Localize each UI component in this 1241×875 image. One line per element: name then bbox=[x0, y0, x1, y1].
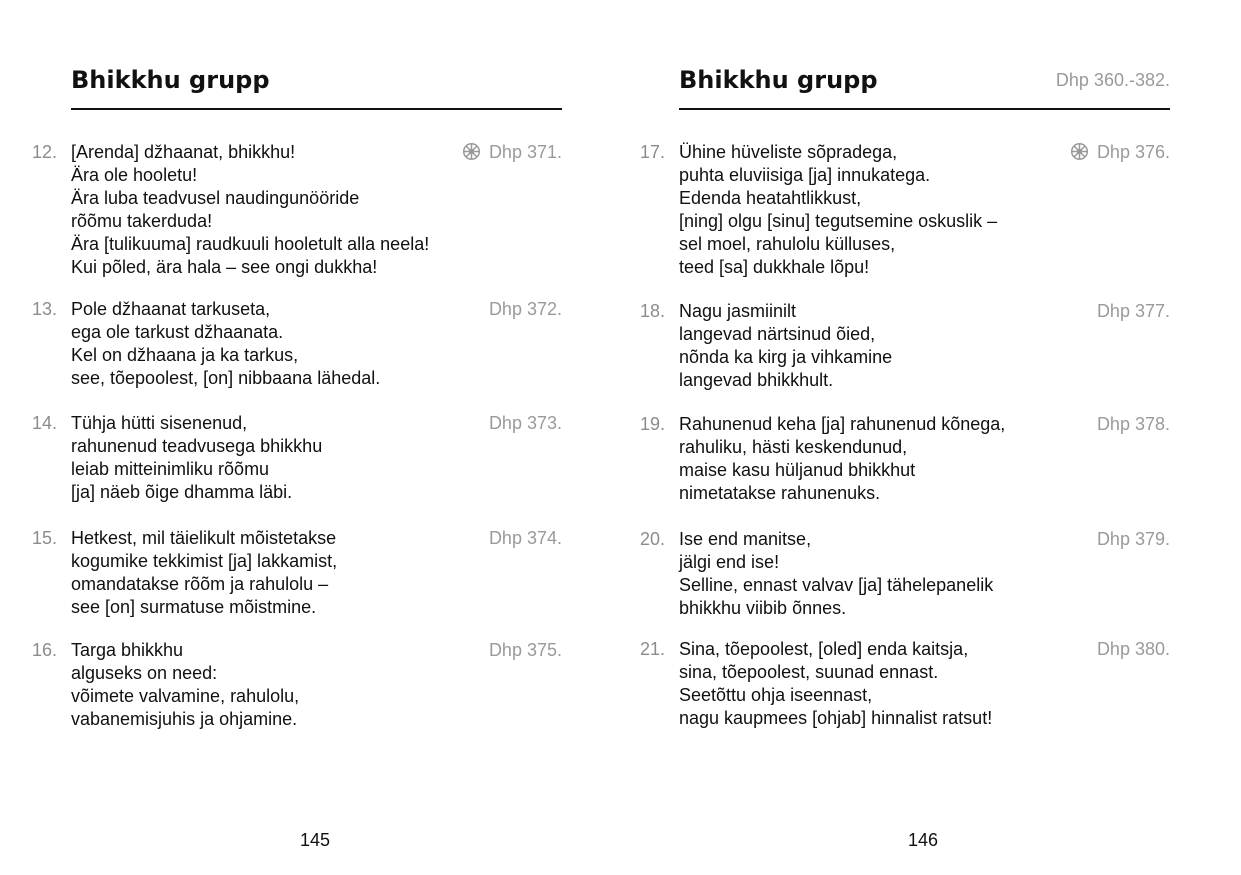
verse-line: nõnda ka kirg ja vihkamine bbox=[679, 347, 893, 367]
chapter-title: Bhikkhu grupp bbox=[679, 66, 878, 94]
verse-15 bbox=[32, 527, 562, 647]
verse-reference: Dhp 379. bbox=[1096, 529, 1170, 549]
verse-line: alguseks on need: bbox=[71, 663, 218, 683]
verse-text bbox=[679, 528, 1079, 620]
verse-text bbox=[71, 639, 471, 731]
verse-line: Ühine hüveliste sõpradega, bbox=[679, 142, 898, 162]
verse-line: maise kasu hüljanud bhikkhut bbox=[679, 460, 916, 480]
verse-13 bbox=[32, 298, 562, 418]
verse-line: jälgi end ise! bbox=[679, 552, 780, 572]
right-page bbox=[620, 0, 1241, 875]
verse-line: kogumike tekkimist [ja] lakkamist, bbox=[71, 551, 338, 571]
verse-line: Ise end manitse, bbox=[679, 529, 812, 549]
verse-reference: Dhp 373. bbox=[488, 413, 562, 433]
verse-17 bbox=[640, 141, 1170, 277]
verse-line: Tühja hütti sisenenud, bbox=[71, 413, 248, 433]
verse-line: rahuliku, hästi keskendunud, bbox=[679, 437, 908, 457]
verse-text bbox=[71, 412, 471, 504]
verse-number: 19. bbox=[640, 414, 666, 434]
dhamma-wheel-icon bbox=[1070, 142, 1089, 161]
verse-line: Ära [tulikuuma] raudkuuli hooletult alla neela! bbox=[71, 234, 430, 254]
verse-reference: Dhp 372. bbox=[488, 299, 562, 319]
verse-text bbox=[71, 527, 471, 619]
verse-line: [ning] olgu [sinu] tegutsemine oskuslik – bbox=[679, 211, 998, 231]
verse-range: Dhp 360.-382. bbox=[1055, 70, 1170, 90]
verse-line: Seetõttu ohja iseennast, bbox=[679, 685, 873, 705]
verse-text bbox=[679, 141, 1079, 279]
verse-line: [Arenda] džhaanat, bhikkhu! bbox=[71, 142, 296, 162]
verse-text bbox=[679, 413, 1079, 505]
verse-14 bbox=[32, 412, 562, 532]
verse-16 bbox=[32, 639, 562, 759]
verse-line: Targa bhikkhu bbox=[71, 640, 184, 660]
verse-line: Ära luba teadvusel naudingunööride bbox=[71, 188, 360, 208]
verse-18 bbox=[640, 300, 1170, 420]
page-header bbox=[679, 60, 1170, 110]
verse-line: ega ole tarkust džhaanata. bbox=[71, 322, 284, 342]
verse-line: leiab mitteinimliku rõõmu bbox=[71, 459, 270, 479]
verse-20 bbox=[640, 528, 1170, 648]
verse-line: nagu kaupmees [ohjab] hinnalist ratsut! bbox=[679, 708, 993, 728]
page-number: 145 bbox=[300, 830, 331, 850]
verse-reference: Dhp 377. bbox=[1096, 301, 1170, 321]
left-page bbox=[0, 0, 620, 875]
verse-line: Pole džhaanat tarkuseta, bbox=[71, 299, 271, 319]
verse-number: 21. bbox=[640, 639, 666, 659]
verse-reference-text: Dhp 376. bbox=[1096, 142, 1170, 162]
chapter-title: Bhikkhu grupp bbox=[71, 66, 270, 94]
page-header bbox=[71, 60, 562, 110]
verse-line: omandatakse rõõm ja rahulolu – bbox=[71, 574, 329, 594]
verse-reference: Dhp 380. bbox=[1096, 639, 1170, 659]
verse-line: Hetkest, mil täielikult mõistetakse bbox=[71, 528, 337, 548]
verse-number: 15. bbox=[32, 528, 58, 548]
verse-number: 18. bbox=[640, 301, 666, 321]
verse-reference-text: Dhp 371. bbox=[488, 142, 562, 162]
page-number: 146 bbox=[908, 830, 939, 850]
verse-line: teed [sa] dukkhale lõpu! bbox=[679, 257, 870, 277]
verse-line: see [on] surmatuse mõistmine. bbox=[71, 597, 317, 617]
verse-text bbox=[71, 298, 471, 390]
verse-line: langevad närtsinud õied, bbox=[679, 324, 876, 344]
verse-line: nimetatakse rahunenuks. bbox=[679, 483, 881, 503]
verse-line: Rahunenud keha [ja] rahunenud kõnega, bbox=[679, 414, 1006, 434]
verse-text bbox=[679, 638, 1079, 730]
verse-line: sina, tõepoolest, suunad ennast. bbox=[679, 662, 939, 682]
verse-line: sel moel, rahulolu külluses, bbox=[679, 234, 896, 254]
verse-number: 17. bbox=[640, 142, 666, 162]
verse-line: Ära ole hooletu! bbox=[71, 165, 198, 185]
dhamma-wheel-icon bbox=[462, 142, 481, 161]
verse-number: 16. bbox=[32, 640, 58, 660]
verse-line: puhta eluviisiga [ja] innukatega. bbox=[679, 165, 931, 185]
verse-line: rõõmu takerduda! bbox=[71, 211, 213, 231]
verse-reference: Dhp 375. bbox=[488, 640, 562, 660]
verse-number: 20. bbox=[640, 529, 666, 549]
verse-line: bhikkhu viibib õnnes. bbox=[679, 598, 847, 618]
verse-reference bbox=[462, 141, 562, 164]
verse-reference: Dhp 378. bbox=[1096, 414, 1170, 434]
verse-line: Sina, tõepoolest, [oled] enda kaitsja, bbox=[679, 639, 969, 659]
verse-19 bbox=[640, 413, 1170, 533]
verse-line: see, tõepoolest, [on] nibbaana lähedal. bbox=[71, 368, 381, 388]
verse-number: 14. bbox=[32, 413, 58, 433]
verse-text bbox=[679, 300, 1079, 392]
verse-number: 12. bbox=[32, 142, 58, 162]
verse-line: Kel on džhaana ja ka tarkus, bbox=[71, 345, 299, 365]
verse-reference: Dhp 374. bbox=[488, 528, 562, 548]
verse-line: vabanemisjuhis ja ohjamine. bbox=[71, 709, 298, 729]
verse-line: Edenda heatahtlikkust, bbox=[679, 188, 862, 208]
verse-number: 13. bbox=[32, 299, 58, 319]
verse-line: võimete valvamine, rahulolu, bbox=[71, 686, 300, 706]
verse-text bbox=[71, 141, 471, 279]
verse-21 bbox=[640, 638, 1170, 758]
verse-line: [ja] näeb õige dhamma läbi. bbox=[71, 482, 293, 502]
verse-line: Nagu jasmiinilt bbox=[679, 301, 797, 321]
verse-line: Kui põled, ära hala – see ongi dukkha! bbox=[71, 257, 378, 277]
verse-line: langevad bhikkhult. bbox=[679, 370, 834, 390]
verse-reference bbox=[1070, 141, 1170, 164]
verse-12 bbox=[32, 141, 562, 277]
verse-line: Selline, ennast valvav [ja] tähelepanelik bbox=[679, 575, 994, 595]
verse-line: rahunenud teadvusega bhikkhu bbox=[71, 436, 323, 456]
